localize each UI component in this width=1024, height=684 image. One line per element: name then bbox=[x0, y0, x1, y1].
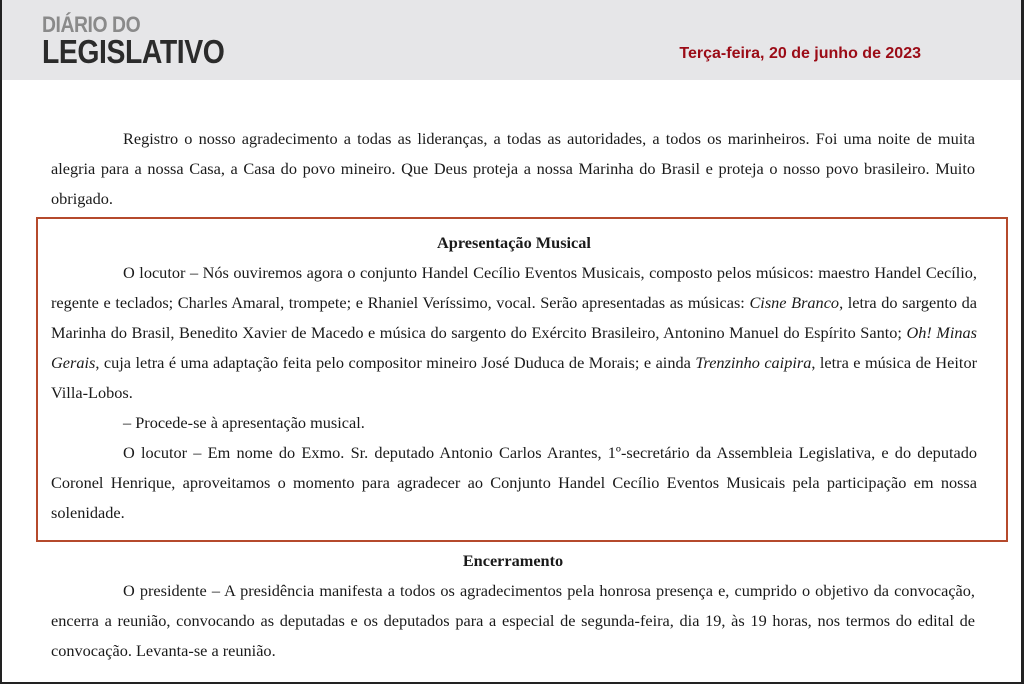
song-title: Trenzinho caipira bbox=[695, 353, 812, 372]
page-header bbox=[2, 0, 1021, 80]
musical-paragraph-1 bbox=[51, 258, 977, 408]
song-title: Cisne Branco bbox=[749, 293, 840, 312]
text-run: , letra e música de Heitor Villa-Lobos. bbox=[51, 353, 978, 402]
musical-paragraph-2: – Procede-se à apresentação musical. bbox=[123, 413, 365, 432]
intro-section bbox=[51, 124, 975, 214]
logo-line-2: LEGISLATIVO bbox=[42, 33, 225, 70]
publication-date: Terça-feira, 20 de junho de 2023 bbox=[679, 45, 921, 62]
section-heading-closing: Encerramento bbox=[462, 551, 564, 570]
musical-presentation-box bbox=[36, 217, 1008, 542]
song-title: Oh! Minas Gerais bbox=[51, 323, 978, 372]
section-heading-musical: Apresentação Musical bbox=[437, 233, 591, 252]
musical-paragraph-3: O locutor – Em nome do Exmo. Sr. deputado Antonio Carlos Arantes, 1º-secretário da Assembleia Legislativa, e do deputado Coronel Henrique, aproveitamos o momento para agradecer ao Conjunto Handel Cecílio Eventos Musicais pela participação em nossa solenidade. bbox=[51, 443, 977, 522]
closing-paragraph: O presidente – A presidência manifesta a todos os agradecimentos pela honrosa presença e, cumprido o objetivo da convocação, encerra a reunião, convocando as deputadas e os deputados para a especial de segunda-feira, dia 19, às 19 horas, nos termos do edital de convocação. Levanta-se a reunião. bbox=[51, 581, 975, 660]
closing-section bbox=[51, 546, 975, 666]
text-run: O locutor – Nós ouviremos agora o conjunto Handel Cecílio Eventos Musicais, composto pelos músicos: maestro Handel Cecílio, regente e teclados; Charles Amaral, trompete; e Rhaniel Veríssimo, vocal. Serão apresentadas as músicas: bbox=[51, 263, 977, 312]
publication-logo bbox=[42, 14, 254, 68]
intro-paragraph: Registro o nosso agradecimento a todas as lideranças, a todas as autoridades, a todos os marinheiros. Foi uma noite de muita alegria para a nossa Casa, a Casa do povo mineiro. Que Deus proteja a nossa Marinha do Brasil e proteja o nosso povo brasileiro. Muito obrigado. bbox=[51, 129, 975, 208]
logo-line-1: DIÁRIO DO bbox=[42, 12, 141, 37]
text-run: , letra do sargento da Marinha do Brasil, Benedito Xavier de Macedo e música do sargento do Exército Brasileiro, Antonino Manuel do Espírito Santo; bbox=[51, 293, 977, 342]
text-run: , cuja letra é uma adaptação feita pelo compositor mineiro José Duduca de Morais; e ainda bbox=[95, 353, 696, 372]
